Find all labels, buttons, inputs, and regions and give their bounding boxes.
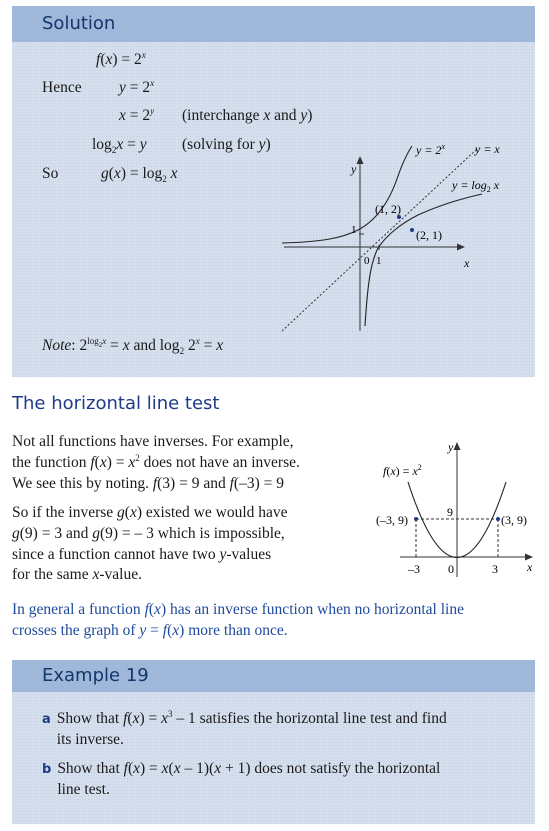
example-item-b: b Show that f(x) = x(x – 1)(x + 1) does not satisfy the horizontal line test.	[42, 760, 441, 798]
tick-0: 0	[448, 562, 454, 576]
solution-title: Solution	[42, 13, 116, 34]
example-panel	[12, 660, 535, 824]
item-letter-a: a	[42, 712, 51, 727]
math-line-log: $\log_2x = y$	[92, 136, 147, 156]
interchange-comment: (interchange x and y)	[182, 107, 313, 124]
label-point-1-2: (1, 2)	[375, 202, 401, 216]
math-line-interchange: $x = 2^y$	[119, 105, 155, 124]
line-y-equals-x	[282, 148, 478, 331]
solving-comment: (solving for y)	[182, 136, 271, 153]
example-title: Example 19	[42, 665, 149, 686]
tick-3: 3	[492, 562, 498, 576]
example-header	[12, 660, 535, 692]
solution-header	[12, 6, 535, 42]
exp-log-graph	[272, 126, 532, 336]
tick-origin: 0	[364, 255, 370, 267]
note-line: Note: $2^{log_2x} = x$ and $\log_2 2^x = x$	[42, 335, 224, 357]
label-point-2-1: (2, 1)	[416, 228, 442, 242]
axis-label-x: x	[527, 560, 533, 574]
math-line-f: $f(x) = 2^x$	[96, 49, 146, 68]
tick-x-1: 1	[376, 255, 382, 267]
label-y-2x: $y = 2^x$	[416, 142, 445, 157]
so-label: So	[42, 165, 59, 182]
axis-label-y: y	[351, 162, 357, 176]
axis-label-y: y	[448, 440, 454, 454]
point-neg3-9	[414, 517, 418, 521]
point-3-9	[496, 517, 500, 521]
section-title-horizontal-line-test: The horizontal line test	[12, 393, 220, 414]
paragraph-intro: Not all functions have inverses. For example, the function $f(x) = x^2$ does not have an inverse. We see this by noting. f(3) = 9 and f(–3) = 9	[12, 433, 300, 492]
math-line-hence	[42, 79, 82, 97]
paragraph-inverse-impossible: So if the inverse g(x) existed we would have g(9) = 3 and g(9) = – 3 which is impossible, since a function cannot have two y-values for the same x-value.	[12, 504, 288, 584]
label-point-3-9: (3, 9)	[501, 513, 527, 527]
label-y-x: y = x	[475, 142, 500, 156]
x-axis-arrow	[457, 244, 465, 251]
note-label: Note	[42, 337, 72, 354]
axis-label-x: x	[464, 256, 470, 270]
tick-neg3: –3	[408, 562, 420, 576]
tick-y-1: 1	[351, 224, 357, 236]
point-2-1	[410, 228, 414, 232]
curve-exponential	[282, 146, 412, 243]
math-line-so	[42, 165, 58, 183]
item-letter-b: b	[42, 762, 52, 777]
y-axis-arrow	[454, 442, 461, 450]
y-axis-arrow	[357, 156, 364, 164]
example-item-a: a Show that $f(x) = x^3 - 1$ satisfies the horizontal line test and find its inverse.	[42, 708, 447, 748]
paragraph-general-rule: In general a function f(x) has an inverse function when no horizontal line crosses the graph of y = f(x) more than once.	[12, 601, 464, 639]
label-point-neg3-9: (–3, 9)	[376, 513, 408, 527]
label-y-log: $y = \log_2 x$	[452, 178, 500, 194]
math-line-y: $y = 2^x$	[119, 77, 155, 96]
math-line-g: $g(x) = \log_2 x$	[101, 165, 178, 185]
tick-9: 9	[447, 505, 453, 519]
label-f-x-squared: $f(x) = x^2$	[383, 463, 422, 478]
hence-label: Hence	[42, 79, 82, 96]
parabola-graph	[370, 437, 540, 582]
solution-panel	[12, 6, 535, 377]
